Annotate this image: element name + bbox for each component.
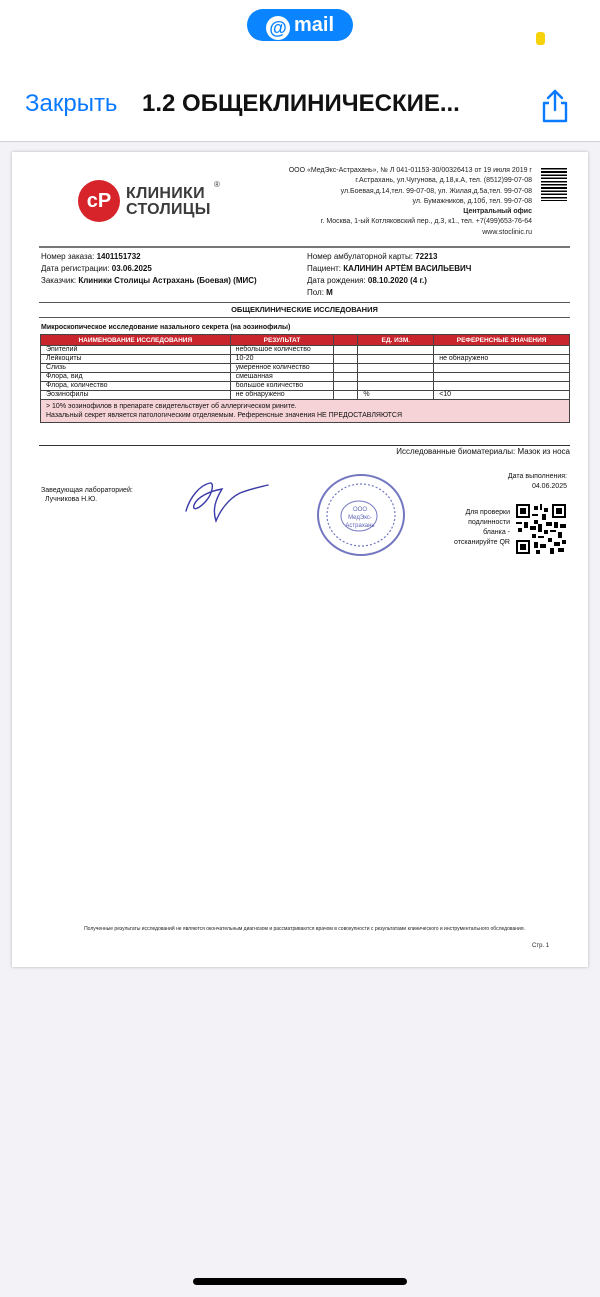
sex-value: М [326,288,333,297]
test-reference [434,373,570,382]
test-reference [434,382,570,391]
registration-label: Дата регистрации: [41,264,110,273]
table-row [41,391,570,400]
battery-indicator-icon [536,32,545,45]
disclaimer-footnote: Полученные результаты исследований не являются окончательным диагнозом и рассматриваются врачом в совокупности с результатами клинического и инструментального обследования. [84,926,525,932]
registration-date: 03.06.2025 [111,264,152,273]
clinic-details [232,166,532,238]
qr-text-line: отсканируйте QR [454,539,510,546]
table-row [41,346,570,355]
customer-label: Заказчик: [41,276,77,285]
order-number: 1401151732 [96,252,141,261]
test-result: 10-20 [230,355,334,364]
customer-name: Клиники Столицы Астрахань (Боевая) (МИС) [78,276,257,285]
order-label: Номер заказа: [41,252,95,261]
navigation-bar [0,60,600,142]
table-row [41,382,570,391]
patient-info [307,251,577,299]
share-icon[interactable] [538,88,572,124]
lab-head-block [41,486,133,504]
test-reference: не обнаружено [434,355,570,364]
header-line: ул. Бумажников, д.10б, тел. 99-07-08 [412,197,532,205]
mail-label: mail [293,14,335,36]
column-header-spacer [334,335,358,346]
test-unit [358,382,434,391]
test-reference: <10 [434,391,570,400]
card-number: 72213 [415,252,438,261]
flag-cell [334,364,358,373]
test-unit [358,355,434,364]
flag-cell [334,391,358,400]
home-indicator[interactable] [193,1278,407,1285]
logo-registered-mark: ® [214,180,220,189]
section-divider [39,317,570,318]
qr-instructions [442,508,510,548]
test-reference [434,364,570,373]
note-line: Назальный секрет является патологическим отделяемым. Референсные значения НЕ ПРЕДОСТАВЛЯЮТСЯ [46,412,403,419]
column-header: ЕД. ИЗМ. [358,335,434,346]
table-note-row [41,400,570,423]
page-number: Стр. 1 [532,943,550,949]
test-result: смешанная [230,373,334,382]
qr-text-line: бланка - [483,529,510,536]
column-header: РЕФЕРЕНСНЫЕ ЗНАЧЕНИЯ [434,335,570,346]
test-name: Лейкоциты [41,355,231,364]
test-result: умеренное количество [230,364,334,373]
clinic-logo [78,178,238,228]
office-line: г. Москва, 1-ый Котляковский пер., д.3, к1., тел. +7(499)653-76-64 [320,218,532,226]
subsection-title: Микроскопическое исследование назального секрета (на эозинофилы) [41,324,291,331]
company-stamp [312,470,412,560]
flag-cell [334,373,358,382]
biomaterial-info: Исследованные биоматериалы: Мазок из носа [39,445,570,456]
status-bar [0,0,600,60]
logo-line-2: СТОЛИЦЫ [126,201,211,218]
document-title: 1.2 ОБЩЕКЛИНИЧЕСКИЕ... [142,90,460,117]
qr-text-line: подлинности [468,519,510,526]
execution-date-label: Дата выполнения: [507,473,567,480]
info-divider [39,302,570,303]
mail-app-indicator[interactable] [247,9,353,41]
website-link[interactable]: www.stoclinic.ru [482,228,532,236]
column-header: НАИМЕНОВАНИЕ ИССЛЕДОВАНИЯ [41,335,231,346]
flag-cell [334,382,358,391]
results-table [40,334,570,423]
column-header: РЕЗУЛЬТАТ [230,335,334,346]
barcode-icon [541,168,567,201]
test-name: Флора, вид [41,373,231,382]
test-name: Эпителий [41,346,231,355]
qr-text-line: Для проверки [465,509,510,516]
office-label: Центральный офис [463,208,532,216]
sex-label: Пол: [307,288,324,297]
lab-head-label: Заведующая лабораторией: [41,487,133,494]
lab-head-name: Лучникова Н.Ю. [45,496,98,503]
qr-code-icon[interactable] [516,504,566,554]
birth-date: 08.10.2020 (4 г.) [367,276,427,285]
test-unit [358,364,434,373]
section-title: ОБЩЕКЛИНИЧЕСКИЕ ИССЛЕДОВАНИЯ [231,305,378,314]
execution-date-block [482,472,567,491]
note-line: > 10% эозинофилов в препарате свидетельствует об аллергическом рините. [46,403,297,410]
patient-name: КАЛИНИН АРТЁМ ВАСИЛЬЕВИЧ [343,264,472,273]
flag-cell [334,355,358,364]
signature-icon [180,467,270,527]
test-result: небольшое количество [230,346,334,355]
stamp-text: ООО МедЭкс-Астрахань [345,507,375,529]
header-line: ООО «МедЭкс-Астрахань», № Л 041-01153-30/00326413 от 19 июля 2019 г [288,167,532,174]
test-name: Флора, количество [41,382,231,391]
test-result: не обнаружено [230,391,334,400]
table-note [41,400,570,423]
table-row [41,355,570,364]
header-divider [39,246,570,248]
test-unit [358,346,434,355]
test-name: Эозинофилы [41,391,231,400]
logo-mark-icon: cP [78,180,120,222]
test-unit [358,373,434,382]
flag-cell [334,346,358,355]
test-unit: % [358,391,434,400]
test-name: Слизь [41,364,231,373]
execution-date: 04.06.2025 [531,482,567,490]
test-reference [434,346,570,355]
table-row [41,364,570,373]
card-label: Номер амбулаторной карты: [307,252,413,261]
order-info [41,251,301,287]
logo-line-1: КЛИНИКИ [126,185,205,202]
table-header-row [41,335,570,346]
header-line: г.Астрахань, ул.Чугунова, д.18,к.А, тел. (8512)99-07-08 [355,177,532,185]
at-icon: @ [266,16,290,40]
test-result: большое количество [230,382,334,391]
header-line: ул.Боевая,д.14,тел. 99-07-08, ул. Жилая,д.5а,тел. 99-07-08 [340,187,532,195]
patient-label: Пациент: [307,264,342,273]
birth-label: Дата рождения: [307,276,366,285]
table-row [41,373,570,382]
close-button[interactable]: Закрыть [25,90,118,117]
document-page[interactable] [12,152,588,967]
